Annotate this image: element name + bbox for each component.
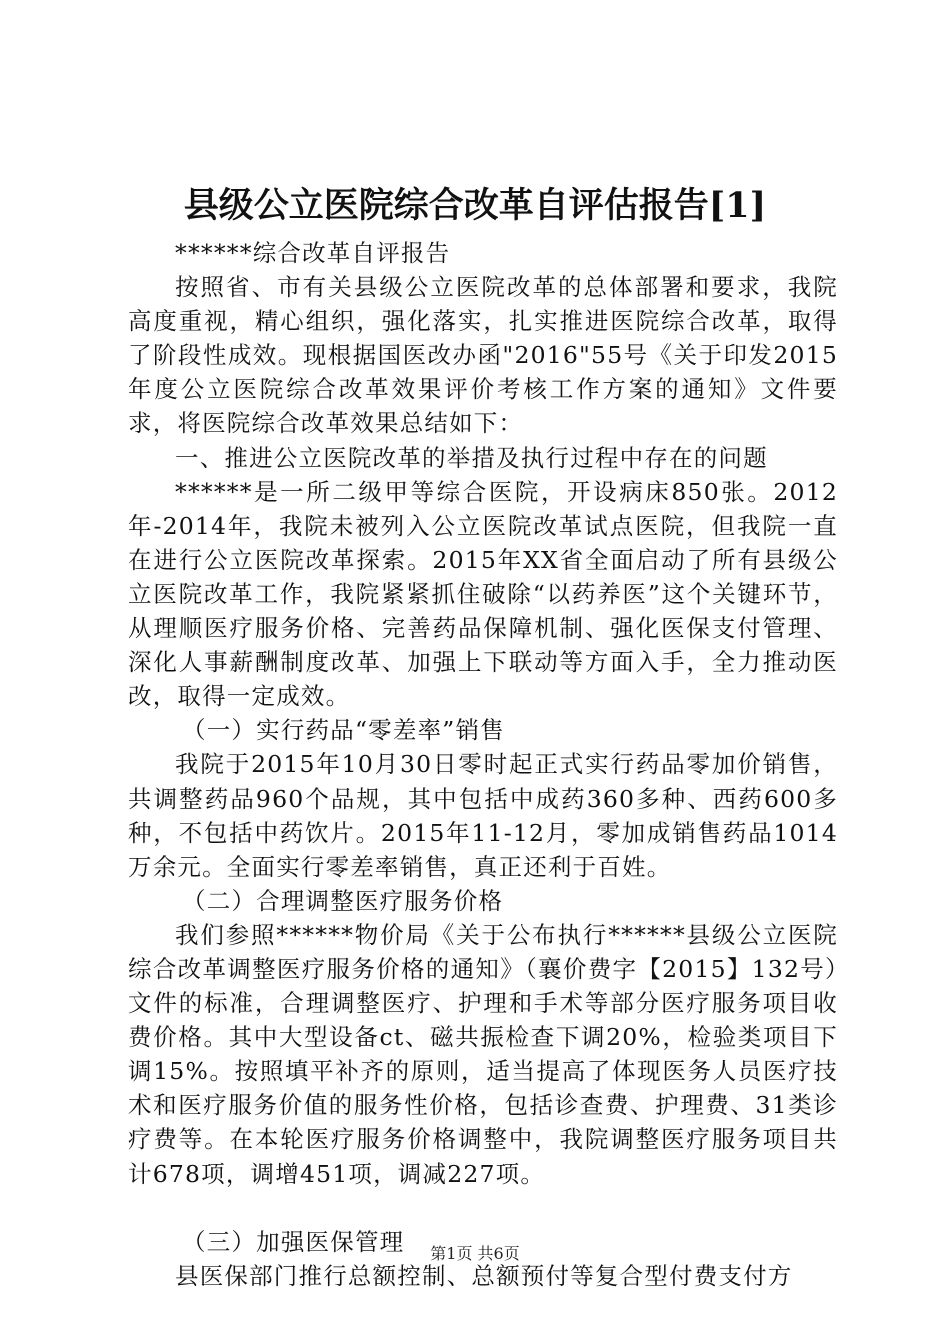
document-title: 县级公立医院综合改革自评估报告[1] xyxy=(183,185,767,226)
paragraph-zero-markup: 我院于2015年10月30日零时起正式实行药品零加价销售，共调整药品960个品规，其中包括中成药360多种、西药600多种，不包括中药饮片。2015年11-12月，零加成销售药品1014万余元。全面实行零差率销售，真正还利于百姓。 xyxy=(128,750,838,881)
subsection-heading-1: （一）实行药品“零差率”销售 xyxy=(182,716,505,745)
paragraph-report-name: ******综合改革自评报告 xyxy=(175,239,451,267)
paragraph-intro: 按照省、市有关县级公立医院改革的总体部署和要求，我院高度重视，精心组织，强化落实，扎实推进医院综合改革，取得了阶段性成效。现根据国医改办函"2016"55号《关于印发2015年度公立医院综合改革效果评价考核工作方案的通知》文件要求，将医院综合改革效果总结如下： xyxy=(128,273,838,438)
paragraph-insurance: 县医保部门推行总额控制、总额预付等复合型付费支付方 xyxy=(175,1261,793,1290)
page-indicator: 第1页 共6页 xyxy=(430,1244,520,1263)
document-body xyxy=(128,236,838,1293)
subsection-heading-3: （三）加强医保管理 xyxy=(182,1227,405,1256)
subsection-heading-2: （二）合理调整医疗服务价格 xyxy=(182,886,504,915)
paragraph-price-adjustment: 我们参照******物价局《关于公布执行******县级公立医院综合改革调整医疗服务价格的通知》（襄价费字【2015】132号）文件的标准，合理调整医疗、护理和手术等部分医疗服务项目收费价格。其中大型设备ct、磁共振检查下调20%，检验类项目下调15%。按照填平补齐的原则，适当提高了体现医务人员医疗技术和医疗服务价值的服务性价格，包括诊查费、护理费、31类诊疗费等。在本轮医疗服务价格调整中，我院调整医疗服务项目共计678项，调增451项，调减227项。 xyxy=(128,920,838,1188)
paragraph-hospital-overview: ******是一所二级甲等综合医院，开设病床850张。2012年-2014年，我院未被列入公立医院改革试点医院，但我院一直在进行公立医院改革探索。2015年XX省全面启动了所有县级公立医院改革工作，我院紧紧抓住破除“以药养医”这个关键环节，从理顺医疗服务价格、完善药品保障机制、强化医保支付管理、深化人事薪酬制度改革、加强上下联动等方面入手，全力推动医改，取得一定成效。 xyxy=(128,477,838,711)
section-heading-1: 一、推进公立医院改革的举措及执行过程中存在的问题 xyxy=(175,443,768,472)
